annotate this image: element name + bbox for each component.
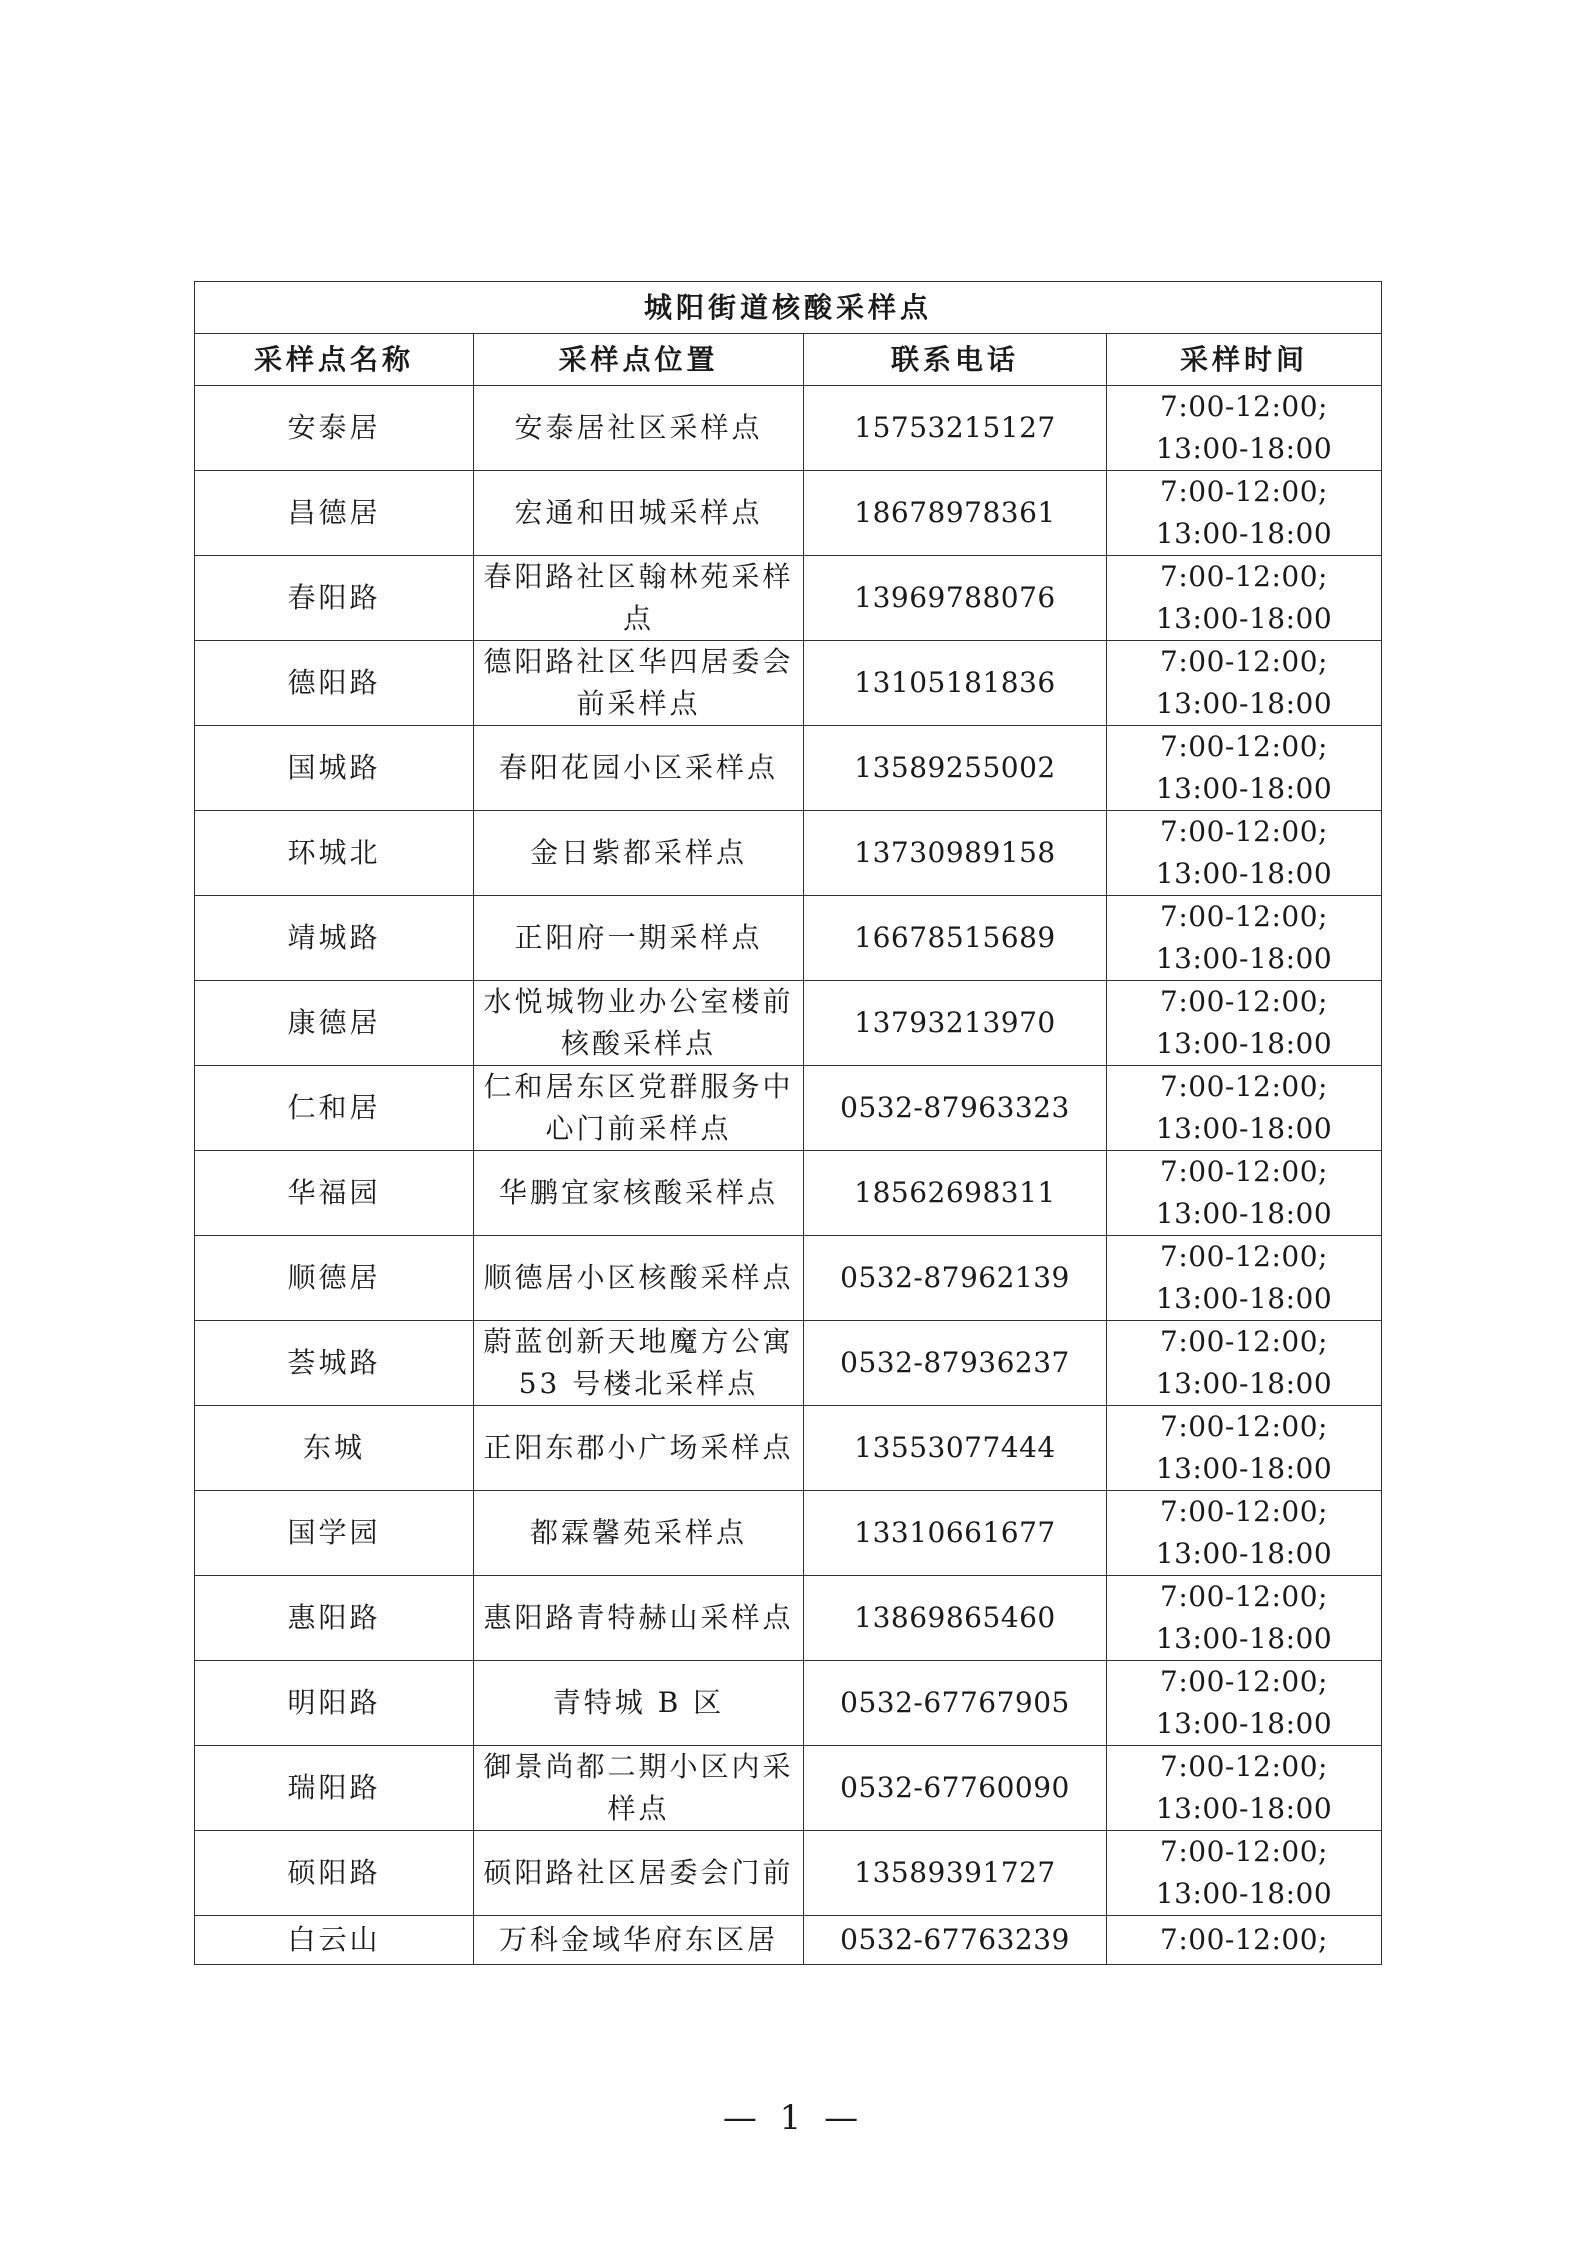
site-name-cell: 仁和居 — [195, 1066, 474, 1151]
time-afternoon: 13:00-18:00 — [1155, 857, 1333, 890]
site-name-cell: 惠阳路 — [195, 1576, 474, 1661]
time-afternoon: 13:00-18:00 — [1155, 1792, 1333, 1825]
header-site-name: 采样点名称 — [195, 334, 474, 386]
time-afternoon: 13:00-18:00 — [1155, 1537, 1333, 1570]
time-afternoon: 13:00-18:00 — [1155, 942, 1333, 975]
site-name-cell: 白云山 — [195, 1916, 474, 1965]
phone-cell: 0532-87963323 — [804, 1066, 1107, 1151]
site-location-cell: 水悦城物业办公室楼前核酸采样点 — [474, 981, 804, 1066]
site-location-cell: 硕阳路社区居委会门前 — [474, 1831, 804, 1916]
table-row — [195, 811, 1382, 896]
time-morning: 7:00-12:00; — [1160, 1923, 1328, 1956]
site-name-cell: 明阳路 — [195, 1661, 474, 1746]
time-afternoon: 13:00-18:00 — [1155, 687, 1333, 720]
time-morning: 7:00-12:00; — [1160, 560, 1328, 593]
time-morning: 7:00-12:00; — [1160, 1750, 1328, 1783]
time-cell — [1107, 1916, 1382, 1965]
site-name-cell: 德阳路 — [195, 641, 474, 726]
time-cell — [1107, 1491, 1382, 1576]
site-name-cell: 东城 — [195, 1406, 474, 1491]
time-cell — [1107, 1661, 1382, 1746]
phone-cell: 13730989158 — [804, 811, 1107, 896]
time-afternoon: 13:00-18:00 — [1155, 432, 1333, 465]
site-location-cell: 惠阳路青特赫山采样点 — [474, 1576, 804, 1661]
table-row — [195, 896, 1382, 981]
time-cell — [1107, 896, 1382, 981]
time-morning: 7:00-12:00; — [1160, 985, 1328, 1018]
table-row — [195, 1746, 1382, 1831]
table-row — [195, 1066, 1382, 1151]
site-name-cell: 荟城路 — [195, 1321, 474, 1406]
site-location-cell: 安泰居社区采样点 — [474, 386, 804, 471]
table-title: 城阳街道核酸采样点 — [195, 282, 1382, 334]
phone-cell: 0532-87962139 — [804, 1236, 1107, 1321]
time-cell — [1107, 1746, 1382, 1831]
site-location-cell: 御景尚都二期小区内采样点 — [474, 1746, 804, 1831]
site-location-cell: 德阳路社区华四居委会前采样点 — [474, 641, 804, 726]
site-location-cell: 春阳花园小区采样点 — [474, 726, 804, 811]
table-row — [195, 1916, 1382, 1965]
time-cell — [1107, 981, 1382, 1066]
time-cell — [1107, 1576, 1382, 1661]
time-morning: 7:00-12:00; — [1160, 1495, 1328, 1528]
time-morning: 7:00-12:00; — [1160, 1325, 1328, 1358]
time-afternoon: 13:00-18:00 — [1155, 1622, 1333, 1655]
time-afternoon: 13:00-18:00 — [1155, 772, 1333, 805]
phone-cell: 0532-87936237 — [804, 1321, 1107, 1406]
site-location-cell: 华鹏宜家核酸采样点 — [474, 1151, 804, 1236]
phone-cell: 13869865460 — [804, 1576, 1107, 1661]
site-name-cell: 昌德居 — [195, 471, 474, 556]
site-location-cell: 宏通和田城采样点 — [474, 471, 804, 556]
table-row — [195, 981, 1382, 1066]
header-time: 采样时间 — [1107, 334, 1382, 386]
site-location-cell: 春阳路社区翰林苑采样点 — [474, 556, 804, 641]
phone-cell: 0532-67760090 — [804, 1746, 1107, 1831]
site-name-cell: 安泰居 — [195, 386, 474, 471]
time-morning: 7:00-12:00; — [1160, 1580, 1328, 1613]
time-morning: 7:00-12:00; — [1160, 1835, 1328, 1868]
time-morning: 7:00-12:00; — [1160, 1155, 1328, 1188]
time-cell — [1107, 1831, 1382, 1916]
site-location-cell: 青特城 B 区 — [474, 1661, 804, 1746]
table-row — [195, 1491, 1382, 1576]
time-morning: 7:00-12:00; — [1160, 1240, 1328, 1273]
phone-cell: 18562698311 — [804, 1151, 1107, 1236]
time-morning: 7:00-12:00; — [1160, 1070, 1328, 1103]
header-phone: 联系电话 — [804, 334, 1107, 386]
phone-cell: 13969788076 — [804, 556, 1107, 641]
time-morning: 7:00-12:00; — [1160, 645, 1328, 678]
table-row — [195, 1661, 1382, 1746]
phone-cell: 13105181836 — [804, 641, 1107, 726]
time-cell — [1107, 1066, 1382, 1151]
table-row — [195, 1576, 1382, 1661]
phone-cell: 13589255002 — [804, 726, 1107, 811]
time-cell — [1107, 1321, 1382, 1406]
time-afternoon: 13:00-18:00 — [1155, 1282, 1333, 1315]
table-row — [195, 386, 1382, 471]
site-location-cell: 正阳东郡小广场采样点 — [474, 1406, 804, 1491]
time-cell — [1107, 556, 1382, 641]
time-morning: 7:00-12:00; — [1160, 815, 1328, 848]
site-name-cell: 瑞阳路 — [195, 1746, 474, 1831]
header-site-location: 采样点位置 — [474, 334, 804, 386]
site-location-cell: 顺德居小区核酸采样点 — [474, 1236, 804, 1321]
phone-cell: 13310661677 — [804, 1491, 1107, 1576]
table-title-row — [195, 282, 1382, 334]
site-name-cell: 国城路 — [195, 726, 474, 811]
time-afternoon: 13:00-18:00 — [1155, 517, 1333, 550]
site-name-cell: 靖城路 — [195, 896, 474, 981]
time-cell — [1107, 386, 1382, 471]
time-afternoon: 13:00-18:00 — [1155, 1452, 1333, 1485]
time-afternoon: 13:00-18:00 — [1155, 1197, 1333, 1230]
site-name-cell: 国学园 — [195, 1491, 474, 1576]
site-name-cell: 顺德居 — [195, 1236, 474, 1321]
site-location-cell: 万科金域华府东区居 — [474, 1916, 804, 1965]
table-row — [195, 726, 1382, 811]
phone-cell: 15753215127 — [804, 386, 1107, 471]
phone-cell: 16678515689 — [804, 896, 1107, 981]
time-morning: 7:00-12:00; — [1160, 1665, 1328, 1698]
site-location-cell: 仁和居东区党群服务中心门前采样点 — [474, 1066, 804, 1151]
time-afternoon: 13:00-18:00 — [1155, 1877, 1333, 1910]
table-row — [195, 1236, 1382, 1321]
site-name-cell: 环城北 — [195, 811, 474, 896]
site-location-cell: 金日紫都采样点 — [474, 811, 804, 896]
time-afternoon: 13:00-18:00 — [1155, 1707, 1333, 1740]
table-header-row — [195, 334, 1382, 386]
time-morning: 7:00-12:00; — [1160, 390, 1328, 423]
time-cell — [1107, 1406, 1382, 1491]
site-name-cell: 康德居 — [195, 981, 474, 1066]
table-row — [195, 556, 1382, 641]
site-location-cell: 都霖馨苑采样点 — [474, 1491, 804, 1576]
table-row — [195, 641, 1382, 726]
table-row — [195, 471, 1382, 556]
time-morning: 7:00-12:00; — [1160, 730, 1328, 763]
time-morning: 7:00-12:00; — [1160, 1410, 1328, 1443]
time-afternoon: 13:00-18:00 — [1155, 1367, 1333, 1400]
table-row — [195, 1406, 1382, 1491]
site-name-cell: 春阳路 — [195, 556, 474, 641]
phone-cell: 0532-67763239 — [804, 1916, 1107, 1965]
phone-cell: 0532-67767905 — [804, 1661, 1107, 1746]
site-location-cell: 蔚蓝创新天地魔方公寓 53 号楼北采样点 — [474, 1321, 804, 1406]
table-row — [195, 1321, 1382, 1406]
time-cell — [1107, 1236, 1382, 1321]
page-number: — 1 — — [722, 2098, 865, 2138]
time-cell — [1107, 726, 1382, 811]
table-row — [195, 1151, 1382, 1236]
site-name-cell: 硕阳路 — [195, 1831, 474, 1916]
time-cell — [1107, 641, 1382, 726]
site-name-cell: 华福园 — [195, 1151, 474, 1236]
time-cell — [1107, 811, 1382, 896]
time-cell — [1107, 1151, 1382, 1236]
time-afternoon: 13:00-18:00 — [1155, 1027, 1333, 1060]
table-body — [195, 386, 1382, 1965]
time-afternoon: 13:00-18:00 — [1155, 602, 1333, 635]
time-morning: 7:00-12:00; — [1160, 475, 1328, 508]
sampling-sites-table — [194, 281, 1382, 1965]
table-row — [195, 1831, 1382, 1916]
time-afternoon: 13:00-18:00 — [1155, 1112, 1333, 1145]
phone-cell: 13793213970 — [804, 981, 1107, 1066]
time-cell — [1107, 471, 1382, 556]
phone-cell: 13589391727 — [804, 1831, 1107, 1916]
phone-cell: 13553077444 — [804, 1406, 1107, 1491]
site-location-cell: 正阳府一期采样点 — [474, 896, 804, 981]
phone-cell: 18678978361 — [804, 471, 1107, 556]
time-morning: 7:00-12:00; — [1160, 900, 1328, 933]
